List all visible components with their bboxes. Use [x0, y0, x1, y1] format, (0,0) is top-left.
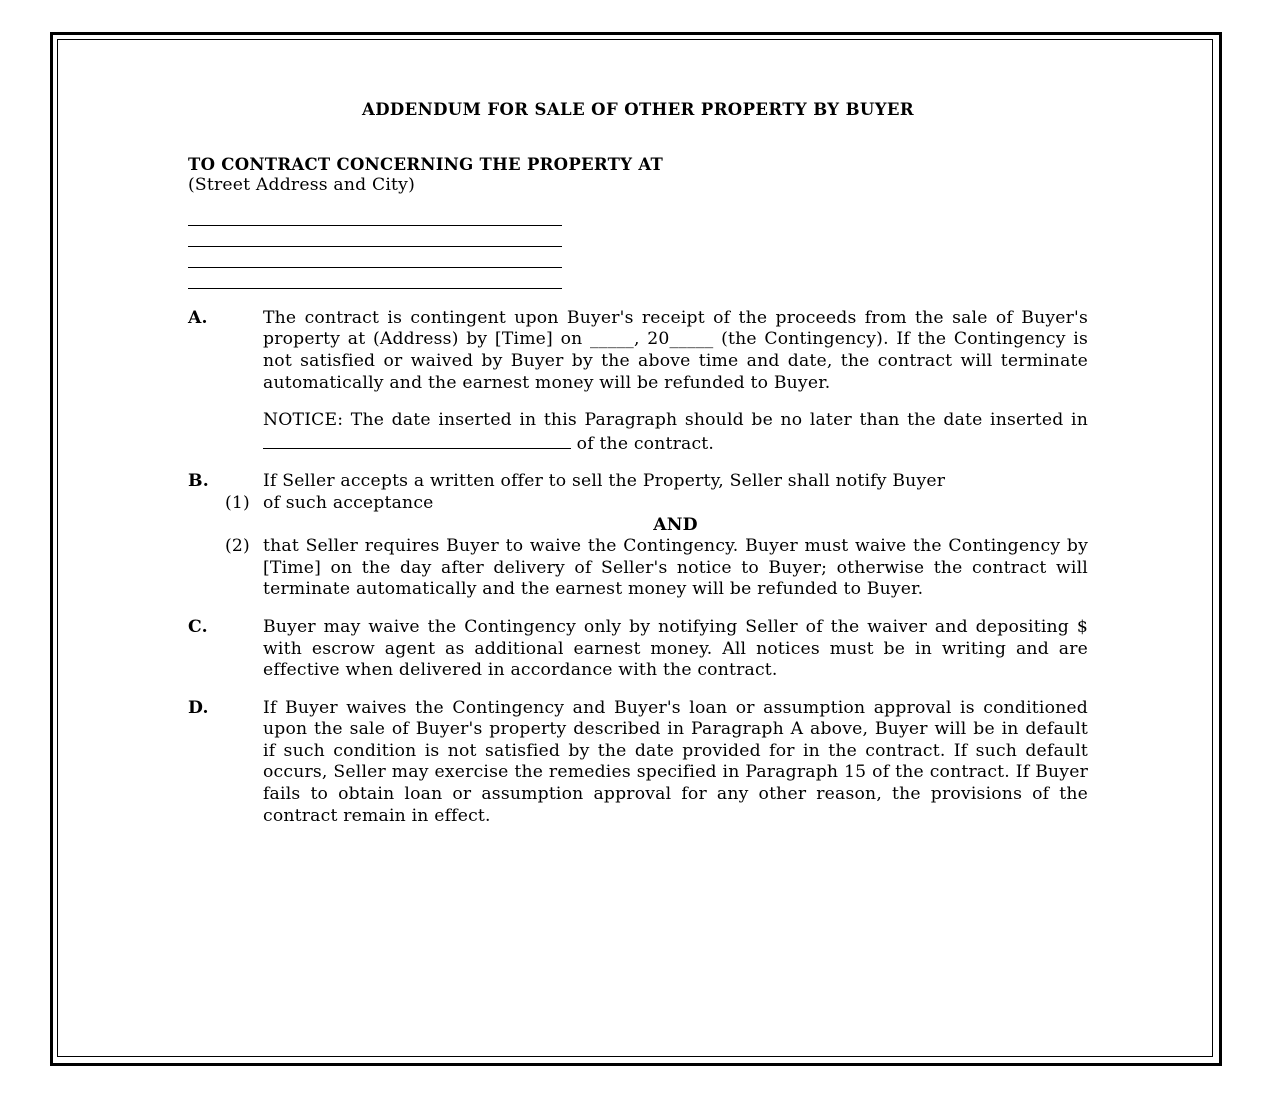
paragraph-b-text: If Seller accepts a written offer to sell the Property, Seller shall notify Buyer: [263, 471, 946, 492]
document-title: ADDENDUM FOR SALE OF OTHER PROPERTY BY BUYER: [362, 100, 914, 119]
address-label: (Street Address and City): [188, 175, 415, 196]
item-1-number: (1): [225, 492, 250, 513]
notice-text-after: of the contract.: [576, 433, 715, 454]
and-separator: AND: [653, 514, 698, 535]
paragraph-a-letter: A.: [188, 307, 208, 328]
paragraph-c: [188, 617, 1088, 682]
paragraph-a-notice: [263, 410, 1088, 455]
contract-heading: TO CONTRACT CONCERNING THE PROPERTY AT: [188, 154, 664, 174]
paragraph-d-letter: D.: [188, 697, 209, 718]
paragraph-a: [188, 308, 1088, 456]
address-line-3[interactable]: [188, 247, 562, 268]
paragraph-b-item-2: [188, 536, 1088, 601]
paragraph-a-text: The contract is contingent upon Buyer's receipt of the proceeds from the sale of Buyer's property at (Address) by [Time] on _____, 20_____ (the Contingency). If the Contingency is not satisfied or waived by Buyer by the above time and date, the contract will terminate automatically and the earnest money will be refunded to Buyer.: [263, 307, 1088, 393]
paragraph-b: [188, 471, 1088, 493]
document-body: [188, 95, 1088, 827]
notice-text-before: NOTICE: The date inserted in this Paragraph should be no later than the date inserted in: [263, 410, 1088, 431]
paragraph-b-item-1: [188, 493, 1088, 515]
address-line-2[interactable]: [188, 226, 562, 247]
notice-date-blank[interactable]: [263, 432, 571, 449]
item-2-text: that Seller requires Buyer to waive the Contingency. Buyer must waive the Contingency by [Time] on the day after delivery of Seller's notice to Buyer; otherwise the contract will terminate automatically and the earnest money will be refunded to Buyer.: [263, 536, 1088, 600]
address-line-4[interactable]: [188, 268, 562, 289]
paragraph-d-text: If Buyer waives the Contingency and Buyer's loan or assumption approval is conditioned upon the sale of Buyer's property described in Paragraph A above, Buyer will be in default if such condition is not satisfied by the date provided for in the contract. If such default occurs, Seller may exercise the remedies specified in Paragraph 15 of the contract. If Buyer fails to obtain loan or assumption approval for any other reason, the provisions of the contract remain in effect.: [263, 697, 1088, 826]
item-1-text: of such acceptance: [263, 492, 434, 513]
item-2-number: (2): [225, 536, 250, 557]
paragraph-b-letter: B.: [188, 471, 209, 492]
paragraph-d: [188, 698, 1088, 828]
paragraph-c-letter: C.: [188, 616, 208, 637]
paragraph-c-text: Buyer may waive the Contingency only by notifying Seller of the waiver and depositing $ with escrow agent as additional earnest money. All notices must be in writing and are effective when delivered in accordance with the contract.: [263, 616, 1088, 681]
address-line-1[interactable]: [188, 205, 562, 226]
address-blank-lines: [188, 205, 1088, 289]
